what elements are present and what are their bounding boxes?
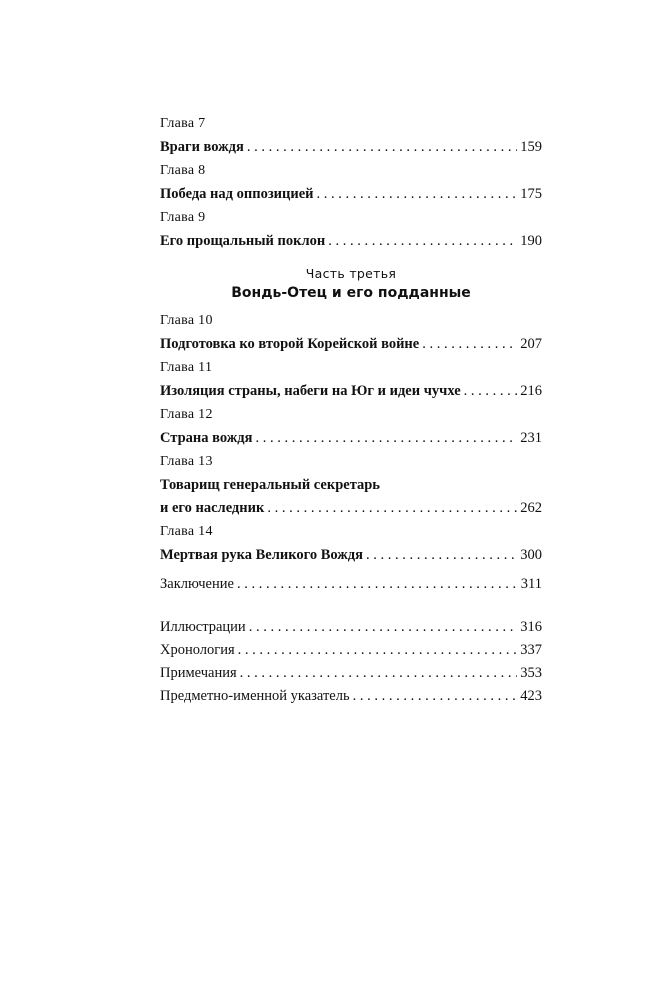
toc-entry[interactable] [160,230,542,253]
chapter-label: Глава 7 [160,116,206,131]
toc-entry-conclusion[interactable] [160,573,542,596]
toc-entry-appendix[interactable] [160,616,542,639]
spacer [160,596,542,616]
page-number: 231 [520,430,542,446]
toc-entry[interactable] [160,544,542,567]
dot-leader [353,685,518,708]
page-number: 311 [520,576,542,592]
page-number: 216 [520,383,542,399]
entry-title: и его наследник [160,500,265,516]
toc-entry-appendix[interactable] [160,685,542,708]
chapter-label: Глава 12 [160,407,213,422]
chapter-label: Глава 9 [160,210,206,225]
page-number: 353 [520,665,542,681]
spacer [160,253,542,265]
toc-entry[interactable] [160,497,542,520]
dot-leader [255,427,517,450]
toc-entry[interactable] [160,183,542,206]
dot-leader [328,230,517,253]
entry-title: Заключение [160,576,234,592]
table-of-contents [160,112,542,708]
part-label: Часть третья [305,266,397,281]
chapter-label: Глава 14 [160,524,213,539]
part-title: Вондь-Отец и его подданные [231,285,471,301]
dot-leader [317,183,518,206]
dot-leader [267,497,517,520]
entry-title-line[interactable]: Товарищ генеральный секретарь [160,477,380,493]
entry-title: Победа над оппозицией [160,186,314,202]
entry-title: Мертвая рука Великого Вождя [160,547,363,563]
entry-title: Его прощальный поклон [160,233,326,249]
chapter-label: Глава 11 [160,360,213,375]
toc-entry[interactable] [160,427,542,450]
entry-title: Хронология [160,642,235,658]
entry-title: Примечания [160,665,237,681]
dot-leader [247,136,517,159]
dot-leader [240,662,518,685]
entry-title: Иллюстрации [160,619,246,635]
dot-leader [249,616,518,639]
chapter-label: Глава 8 [160,163,206,178]
dot-leader [237,573,518,596]
entry-title: Подготовка ко второй Корейской войне [160,336,420,352]
page-number: 262 [520,500,542,516]
page-number: 175 [520,186,542,202]
page-number: 423 [520,688,542,704]
chapter-label: Глава 13 [160,454,213,469]
entry-title: Страна вождя [160,430,253,446]
dot-leader [464,380,518,403]
toc-entry-appendix[interactable] [160,662,542,685]
page-number: 337 [520,642,542,658]
toc-entry-appendix[interactable] [160,639,542,662]
dot-leader [366,544,517,567]
entry-title: Враги вождя [160,139,244,155]
entry-title: Предметно-именной указатель [160,688,350,704]
dot-leader [422,333,517,356]
toc-entry[interactable] [160,333,542,356]
page-number: 316 [520,619,542,635]
page-number: 207 [520,336,542,352]
toc-entry[interactable] [160,380,542,403]
page-number: 159 [520,139,542,155]
page-number: 300 [520,547,542,563]
toc-entry[interactable] [160,136,542,159]
chapter-label: Глава 10 [160,313,213,328]
page-number: 190 [520,233,542,249]
dot-leader [238,639,518,662]
entry-title: Изоляция страны, набеги на Юг и идеи чучхе [160,383,461,399]
